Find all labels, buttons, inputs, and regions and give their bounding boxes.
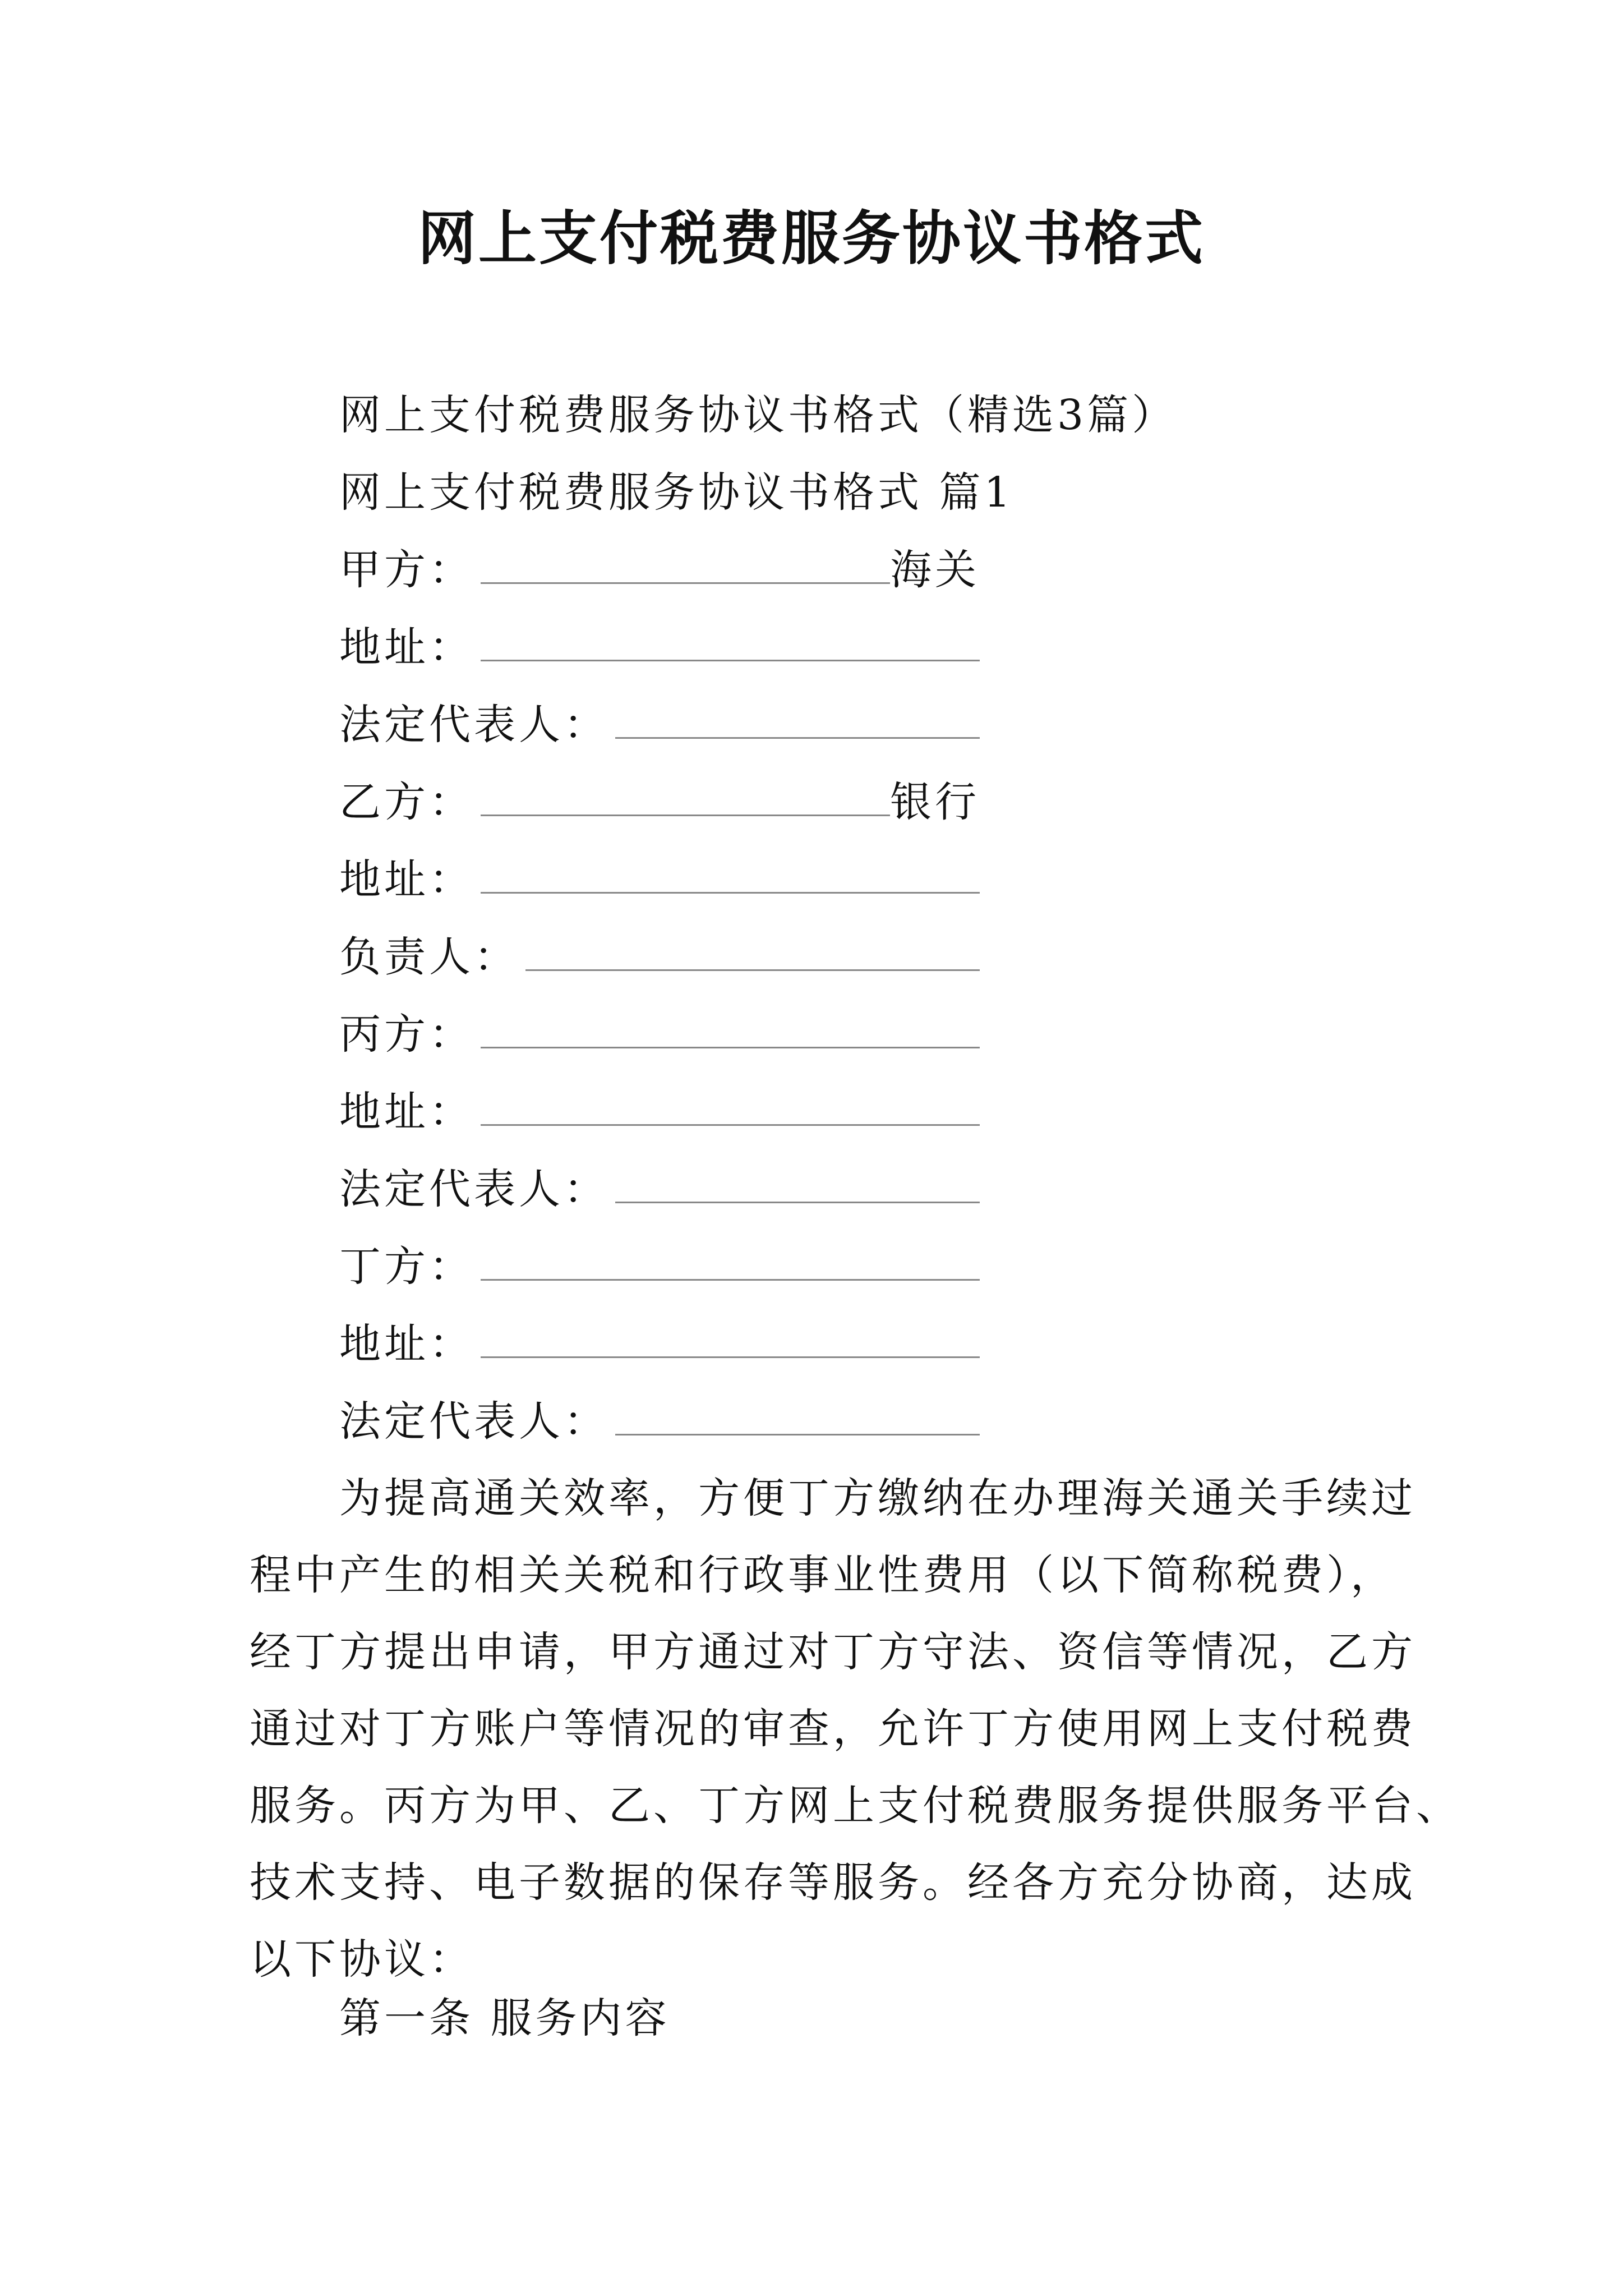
field-suffix: 银行: [890, 778, 980, 826]
field-label: 乙方：: [339, 778, 474, 826]
field-row-party-d-rep: [339, 1393, 980, 1450]
field-label: 地址：: [339, 1088, 474, 1136]
blank-line: [481, 551, 890, 584]
field-label: 法定代表人：: [339, 701, 608, 749]
field-row-party-d: [339, 1239, 980, 1295]
field-row-party-b-manager: [339, 929, 980, 985]
paragraph-line: 服务。丙方为甲、乙、丁方网上支付税费服务提供服务平台、: [250, 1782, 1461, 1830]
blank-line: [481, 1325, 980, 1358]
field-label: 负责人：: [339, 933, 519, 981]
section-title: 网上支付税费服务协议书格式 篇1: [339, 468, 1014, 517]
document-title: 网上支付税费服务协议书格式: [417, 204, 1205, 273]
paragraph-line: 为提高通关效率，方便丁方缴纳在办理海关通关手续过: [339, 1474, 1416, 1522]
paragraph-line: 程中产生的相关关税和行政事业性费用（以下简称税费），: [250, 1551, 1395, 1599]
document-subtitle: 网上支付税费服务协议书格式（精选3篇）: [339, 391, 1177, 439]
field-row-party-c-address: [339, 1084, 980, 1140]
field-row-party-c-rep: [339, 1161, 980, 1217]
blank-line: [615, 706, 980, 739]
blank-line: [615, 1402, 980, 1435]
field-label: 地址：: [339, 623, 474, 671]
field-label: 甲方：: [339, 546, 474, 594]
body-paragraph: [250, 1460, 1461, 1998]
blank-line: [481, 1015, 980, 1048]
blank-line: [481, 861, 980, 894]
field-row-party-a-address: [339, 619, 980, 675]
field-label: 法定代表人：: [339, 1165, 608, 1213]
blank-line: [615, 1170, 980, 1203]
field-row-party-b: [339, 774, 980, 830]
field-row-party-b-address: [339, 852, 980, 908]
blank-line: [525, 938, 980, 971]
paragraph-line: 通过对丁方账户等情况的审查，允许丁方使用网上支付税费: [250, 1705, 1416, 1753]
paragraph-line: 以下协议：: [250, 1935, 474, 1984]
field-row-party-a-rep: [339, 697, 980, 753]
paragraph-line: 经丁方提出申请，甲方通过对丁方守法、资信等情况，乙方: [250, 1628, 1416, 1676]
field-label: 地址：: [339, 1320, 474, 1368]
field-label: 丁方：: [339, 1243, 474, 1291]
field-label: 地址：: [339, 855, 474, 904]
blank-line: [481, 783, 890, 816]
field-label: 法定代表人：: [339, 1397, 608, 1446]
field-label: 丙方：: [339, 1010, 474, 1059]
article-heading: 第一条 服务内容: [339, 1994, 670, 2042]
paragraph-line: 技术支持、电子数据的保存等服务。经各方充分协商，达成: [250, 1858, 1416, 1907]
blank-line: [481, 628, 980, 661]
field-row-party-a: [339, 542, 980, 598]
blank-line: [481, 1248, 980, 1281]
field-row-party-c: [339, 1006, 980, 1062]
field-row-party-d-address: [339, 1316, 980, 1372]
blank-line: [481, 1093, 980, 1126]
field-suffix: 海关: [890, 546, 980, 594]
